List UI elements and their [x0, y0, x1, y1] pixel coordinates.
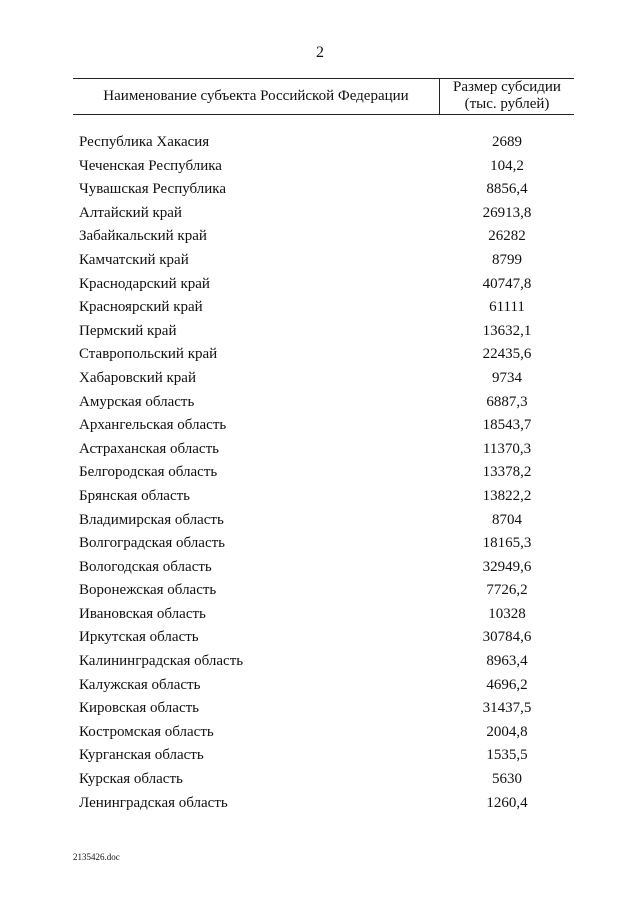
subsidy-amount-cell: 1535,5: [486, 747, 528, 764]
subject-name-cell: Вологодская область: [79, 558, 212, 575]
header-amount-line2: (тыс. рублей): [464, 96, 550, 112]
table-row: [0, 556, 640, 580]
table-row: [0, 178, 640, 202]
subject-name-cell: Краснодарский край: [79, 275, 210, 292]
table-row: [0, 461, 640, 485]
table-row: [0, 697, 640, 721]
subject-name-cell: Красноярский край: [79, 299, 203, 316]
subsidy-amount-cell: 2004,8: [486, 723, 528, 740]
subject-name-cell: Чеченская Республика: [79, 157, 222, 174]
table-row: [0, 768, 640, 792]
table-row: [0, 650, 640, 674]
subsidy-amount-cell: 18543,7: [482, 417, 532, 434]
subsidy-amount-cell: 8799: [492, 251, 522, 268]
table-row: [0, 249, 640, 273]
page-number: 2: [316, 44, 324, 61]
table-row: [0, 273, 640, 297]
table-row: [0, 296, 640, 320]
table-row: [0, 674, 640, 698]
table-row: [0, 792, 640, 816]
subject-name-cell: Чувашская Республика: [79, 181, 227, 198]
table-row: [0, 603, 640, 627]
subject-name-cell: Калининградская область: [79, 653, 244, 670]
subsidy-amount-cell: 104,2: [490, 157, 524, 174]
table-row: [0, 509, 640, 533]
subject-name-cell: Волгоградская область: [79, 535, 225, 552]
table-row: [0, 414, 640, 438]
table-row: [0, 225, 640, 249]
table-row: [0, 320, 640, 344]
subsidy-amount-cell: 10328: [488, 605, 526, 622]
subject-name-cell: Курганская область: [79, 747, 204, 764]
subsidy-amount-cell: 31437,5: [482, 700, 532, 717]
header-subject-name: Наименование субъекта Российской Федерации: [103, 88, 409, 104]
subsidy-amount-cell: 13822,2: [482, 487, 532, 504]
footer-doc-id: 2135426.doc: [73, 852, 120, 862]
subject-name-cell: Пермский край: [79, 322, 177, 339]
table-row: [0, 343, 640, 367]
subsidy-amount-cell: 8704: [492, 511, 522, 528]
subsidy-amount-cell: 26913,8: [482, 204, 532, 221]
subsidy-amount-cell: 8963,4: [486, 653, 528, 670]
subject-name-cell: Амурская область: [79, 393, 195, 410]
subsidy-amount-cell: 9734: [492, 369, 522, 386]
subject-name-cell: Ивановская область: [79, 605, 206, 622]
subject-name-cell: Астраханская область: [79, 440, 219, 457]
subsidy-amount-cell: 6887,3: [486, 393, 528, 410]
subject-name-cell: Брянская область: [79, 487, 191, 504]
subsidy-amount-cell: 4696,2: [486, 676, 528, 693]
subject-name-cell: Архангельская область: [79, 417, 227, 434]
table-row: [0, 721, 640, 745]
subsidy-amount-cell: 40747,8: [482, 275, 532, 292]
subject-name-cell: Хабаровский край: [79, 369, 196, 386]
subsidy-amount-cell: 7726,2: [486, 582, 528, 599]
subject-name-cell: Ставропольский край: [79, 346, 218, 363]
subject-name-cell: Воронежская область: [79, 582, 217, 599]
subject-name-cell: Иркутская область: [79, 629, 199, 646]
subsidy-amount-cell: 22435,6: [482, 346, 532, 363]
subsidy-amount-cell: 1260,4: [486, 794, 528, 811]
table-row: [0, 391, 640, 415]
subject-name-cell: Кировская область: [79, 700, 200, 717]
table-row: [0, 202, 640, 226]
table-body: [0, 131, 640, 815]
subsidy-amount-cell: 30784,6: [482, 629, 532, 646]
subject-name-cell: Алтайский край: [79, 204, 182, 221]
subject-name-cell: Калужская область: [79, 676, 201, 693]
header-subsidy-amount: [440, 79, 574, 113]
subject-name-cell: Владимирская область: [79, 511, 224, 528]
subject-name-cell: Ленинградская область: [79, 794, 228, 811]
subject-name-cell: Курская область: [79, 771, 183, 788]
subsidy-amount-cell: 11370,3: [482, 440, 532, 457]
table-row: [0, 367, 640, 391]
subsidy-amount-cell: 32949,6: [482, 558, 532, 575]
table-row: [0, 155, 640, 179]
table-row: [0, 131, 640, 155]
table-row: [0, 579, 640, 603]
table-row: [0, 532, 640, 556]
subsidy-amount-cell: 2689: [492, 134, 522, 150]
subsidy-amount-cell: 26282: [488, 228, 526, 245]
table-row: [0, 438, 640, 462]
subject-name-cell: Забайкальский край: [79, 228, 207, 245]
header-amount-line1: Размер субсидии: [453, 79, 561, 95]
subsidy-amount-cell: 5630: [492, 771, 522, 788]
subject-name-cell: Республика Хакасия: [79, 134, 210, 150]
subsidy-amount-cell: 13378,2: [482, 464, 532, 481]
table-header-bottom-rule: [73, 114, 574, 115]
table-row: [0, 485, 640, 509]
subject-name-cell: Белгородская область: [79, 464, 218, 481]
subsidy-amount-cell: 8856,4: [486, 181, 528, 198]
subsidy-amount-cell: 13632,1: [482, 322, 532, 339]
subsidy-amount-cell: 61111: [489, 299, 525, 316]
table-row: [0, 626, 640, 650]
table-row: [0, 744, 640, 768]
subject-name-cell: Камчатский край: [79, 251, 189, 268]
subject-name-cell: Костромская область: [79, 723, 214, 740]
subsidy-amount-cell: 18165,3: [482, 535, 532, 552]
